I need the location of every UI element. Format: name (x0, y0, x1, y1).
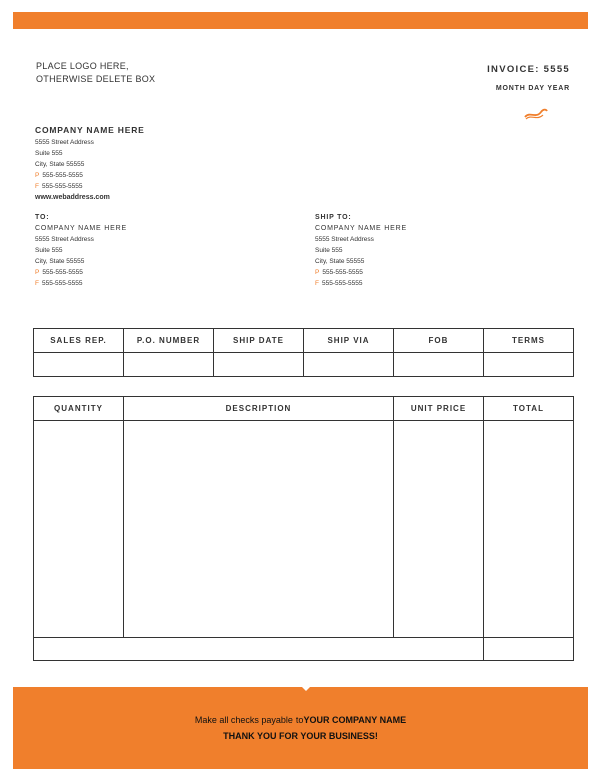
grand-total-row (34, 638, 574, 661)
ship-to-fax (315, 278, 407, 289)
footer-banner (13, 687, 588, 769)
order-info-table (33, 328, 574, 377)
bill-to-heading: TO: (35, 214, 50, 221)
order-info-header-row (34, 329, 574, 353)
total-column[interactable] (484, 421, 574, 638)
quantity-column[interactable] (34, 421, 124, 638)
checks-payable-to: to (295, 715, 304, 725)
checks-payable-company: YOUR COMPANY NAME (303, 715, 407, 725)
line-items-table (33, 396, 574, 661)
logo-placeholder-line-2: OTHERWISE DELETE BOX (36, 73, 156, 84)
bill-to-fax-number: 555-555-5555 (41, 280, 83, 287)
ship-to-suite: Suite 555 (315, 247, 343, 254)
sender-phone (35, 170, 145, 181)
header-total: TOTAL (484, 397, 574, 421)
header-quantity: QUANTITY (34, 397, 124, 421)
sender-web-address[interactable]: www.webaddress.com (35, 194, 110, 201)
ship-to-block (315, 212, 407, 289)
fax-prefix: F (35, 183, 39, 190)
header-ship-via: SHIP VIA (304, 329, 394, 353)
grand-total-label-cell (34, 638, 484, 661)
grand-total-field[interactable] (484, 638, 574, 661)
header-ship-date: SHIP DATE (214, 329, 304, 353)
order-info-value-row (34, 353, 574, 377)
sender-company-block (35, 125, 145, 204)
bill-to-phone (35, 267, 127, 278)
sender-fax (35, 181, 145, 192)
fob-field[interactable] (394, 353, 484, 377)
fax-prefix: F (315, 280, 319, 287)
bill-to-city: City, State 55555 (35, 258, 85, 265)
ship-to-city: City, State 55555 (315, 258, 365, 265)
phone-prefix: P (35, 172, 40, 179)
ship-to-fax-number: 555-555-5555 (321, 280, 363, 287)
logo-placeholder[interactable] (36, 60, 155, 85)
sender-phone-number: 555-555-5555 (42, 172, 83, 179)
sender-street: 5555 Street Address (35, 139, 94, 146)
po-number-field[interactable] (124, 353, 214, 377)
bill-to-fax (35, 278, 127, 289)
ship-to-company: COMPANY NAME HERE (315, 225, 407, 232)
ship-date-field[interactable] (214, 353, 304, 377)
header-unit-price: UNIT PRICE (394, 397, 484, 421)
thank-you-text: THANK YOU FOR YOUR BUSINESS! (223, 731, 378, 741)
invoice-date: MONTH DAY YEAR (495, 85, 570, 92)
ship-to-phone-number: 555-555-5555 (322, 269, 363, 276)
sender-company-name: COMPANY NAME HERE (35, 125, 145, 135)
fax-prefix: F (35, 280, 39, 287)
header-terms: TERMS (484, 329, 574, 353)
sender-city: City, State 55555 (35, 161, 85, 168)
bill-to-street: 5555 Street Address (35, 236, 94, 243)
bill-to-suite: Suite 555 (35, 247, 63, 254)
ship-via-field[interactable] (304, 353, 394, 377)
ship-to-heading: SHIP TO: (315, 214, 352, 221)
sales-rep-field[interactable] (34, 353, 124, 377)
checks-payable-line (13, 715, 588, 725)
ship-to-street: 5555 Street Address (315, 236, 374, 243)
bill-to-company: COMPANY NAME HERE (35, 225, 127, 232)
header-sales-rep: SALES REP. (34, 329, 124, 353)
phone-prefix: P (315, 269, 320, 276)
header-description: DESCRIPTION (124, 397, 394, 421)
bill-to-phone-number: 555-555-5555 (42, 269, 83, 276)
sender-suite: Suite 555 (35, 150, 63, 157)
invoice-number: INVOICE: 5555 (487, 64, 570, 75)
phone-prefix: P (35, 269, 40, 276)
sender-fax-number: 555-555-5555 (41, 183, 83, 190)
footer-notch (301, 686, 311, 691)
terms-field[interactable] (484, 353, 574, 377)
line-items-header-row (34, 397, 574, 421)
logo-placeholder-line-1: PLACE LOGO HERE, (36, 61, 129, 71)
header-accent-bar (13, 12, 588, 29)
bill-to-block (35, 212, 127, 289)
line-items-body-row (34, 421, 574, 638)
ship-to-phone (315, 267, 407, 278)
description-column[interactable] (124, 421, 394, 638)
checks-payable-text: Make all checks payable (194, 715, 293, 725)
header-fob: FOB (394, 329, 484, 353)
unit-price-column[interactable] (394, 421, 484, 638)
swirl-ornament-icon (523, 106, 549, 122)
header-po-number: P.O. NUMBER (124, 329, 214, 353)
